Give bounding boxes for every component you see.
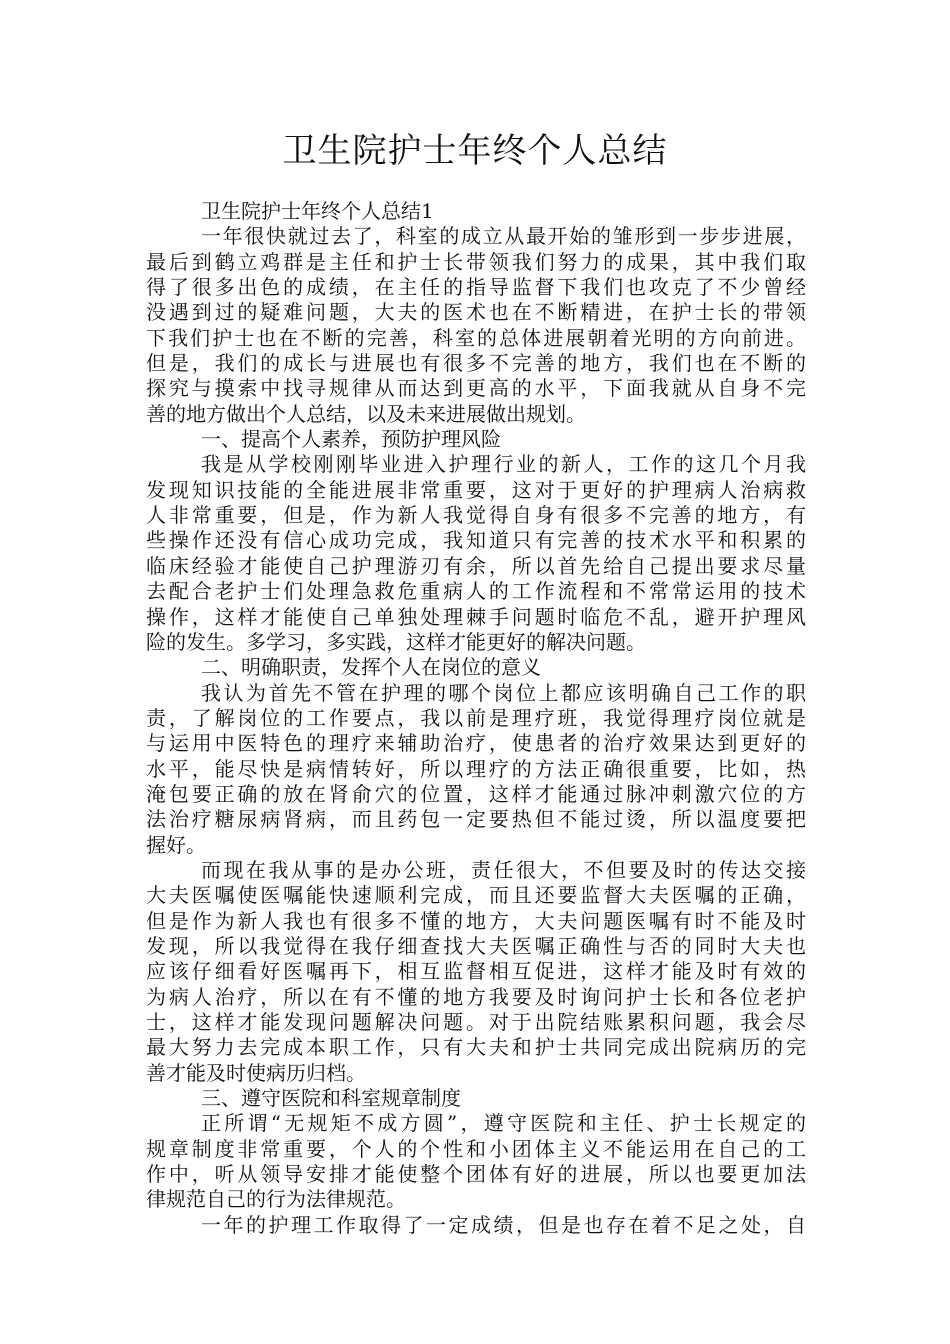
body-text-line: 一、提高个人素养，预防护理风险 [201,427,501,452]
body-text-line: 作中，听从领导安排才能使整个团体有好的进展，所以也要更加法 [146,1162,806,1187]
body-text-line: 淹包要正确的放在肾俞穴的位置，这样才能通过脉冲刺激穴位的方 [146,781,806,806]
body-text-line: 二、明确职责，发挥个人在岗位的意义 [201,655,541,680]
body-text-line: 临床经验才能使自己护理游刃有余，所以首先给自己提出要求尽量 [146,553,806,578]
body-text-line: 责，了解岗位的工作要点，我以前是理疗班，我觉得理疗岗位就是 [146,705,806,730]
body-text-line: 我认为首先不管在护理的哪个岗位上都应该明确自己工作的职 [201,680,806,705]
body-text-line: 操作，这样才能使自己单独处理棘手问题时临危不乱，避开护理风 [146,604,806,629]
body-text-line: 卫生院护士年终个人总结1 [201,199,434,223]
body-text-line: 发现知识技能的全能进展非常重要，这对于更好的护理病人治病救 [146,477,806,502]
body-text-line: 最大努力去完成本职工作，只有大夫和护士共同完成出院病历的完 [146,1035,806,1060]
body-text-line: 但是，我们的成长与进展也有很多不完善的地方，我们也在不断的 [146,351,806,376]
document-title: 卫生院护士年终个人总结 [282,131,668,171]
body-text-line: 善的地方做出个人总结，以及未来进展做出规划。 [146,401,586,426]
body-text-line: 没遇到过的疑难问题，大夫的医术也在不断精进，在护士长的带领 [146,300,806,325]
body-text-line: 我是从学校刚刚毕业进入护理行业的新人，工作的这几个月我 [201,452,806,477]
body-text-line: 善才能及时使病历归档。 [146,1060,366,1085]
body-text-line: 律规范自己的行为法律规范。 [146,1187,406,1212]
body-text-line: 下我们护士也在不断的完善，科室的总体进展朝着光明的方向前进。 [146,325,806,350]
body-text-line: 险的发生。多学习，多实践，这样才能更好的解决问题。 [146,629,646,654]
body-text-line: 得了很多出色的成绩，在主任的指导监督下我们也攻克了不少曾经 [146,275,806,300]
body-text-line: 最后到鹤立鸡群是主任和护士长带领我们努力的成果，其中我们取 [146,249,806,274]
body-text-line: 士，这样才能发现问题解决问题。对于出院结账累积问题，我会尽 [146,1010,806,1034]
body-text-line: 一年很快就过去了，科室的成立从最开始的雏形到一步步进展， [201,224,806,249]
body-text-line: 为病人治疗，所以在有不懂的地方我要及时询问护士长和各位老护 [146,984,806,1009]
body-text-line: 规章制度非常重要，个人的个性和小团体主义不能运用在自己的工 [146,1136,806,1161]
body-text-line: 法治疗糖尿病肾病，而且药包一定要热但不能过烫，所以温度要把 [146,807,806,832]
body-text-line: 发现，所以我觉得在我仔细查找大夫医嘱正确性与否的同时大夫也 [146,933,806,958]
body-text-line: 探究与摸索中找寻规律从而达到更高的水平，下面我就从自身不完 [146,376,806,401]
body-text-line: 人非常重要，但是，作为新人我觉得自身有很多不完善的地方，有 [146,503,806,528]
body-text-line: 但是作为新人我也有很多不懂的地方，大夫问题医嘱有时不能及时 [146,908,806,933]
body-text-line: 而现在我从事的是办公班，责任很大，不但要及时的传达交接 [201,857,806,882]
body-text-line: 握好。 [146,832,206,857]
body-text-line: 水平，能尽快是病情转好，所以理疗的方法正确很重要，比如，热 [146,756,806,781]
body-text-line: 大夫医嘱使医嘱能快速顺利完成，而且还要监督大夫医嘱的正确， [146,883,806,908]
body-text-line: 些操作还没有信心成功完成，我知道只有完善的技术水平和积累的 [146,528,806,553]
body-text-line: 三、遵守医院和科室规章制度 [201,1086,461,1111]
body-text-line: 正所谓“无规矩不成方圆”，遵守医院和主任、护士长规定的 [201,1111,806,1136]
body-text-line: 一年的护理工作取得了一定成绩，但是也存在着不足之处，自 [201,1212,806,1237]
document-body [146,199,806,1238]
body-text-line: 去配合老护士们处理急救危重病人的工作流程和不常常运用的技术 [146,579,806,604]
body-text-line: 与运用中医特色的理疗来辅助治疗，使患者的治疗效果达到更好的 [146,731,806,756]
body-text-line: 应该仔细看好医嘱再下，相互监督相互促进，这样才能及时有效的 [146,959,806,984]
